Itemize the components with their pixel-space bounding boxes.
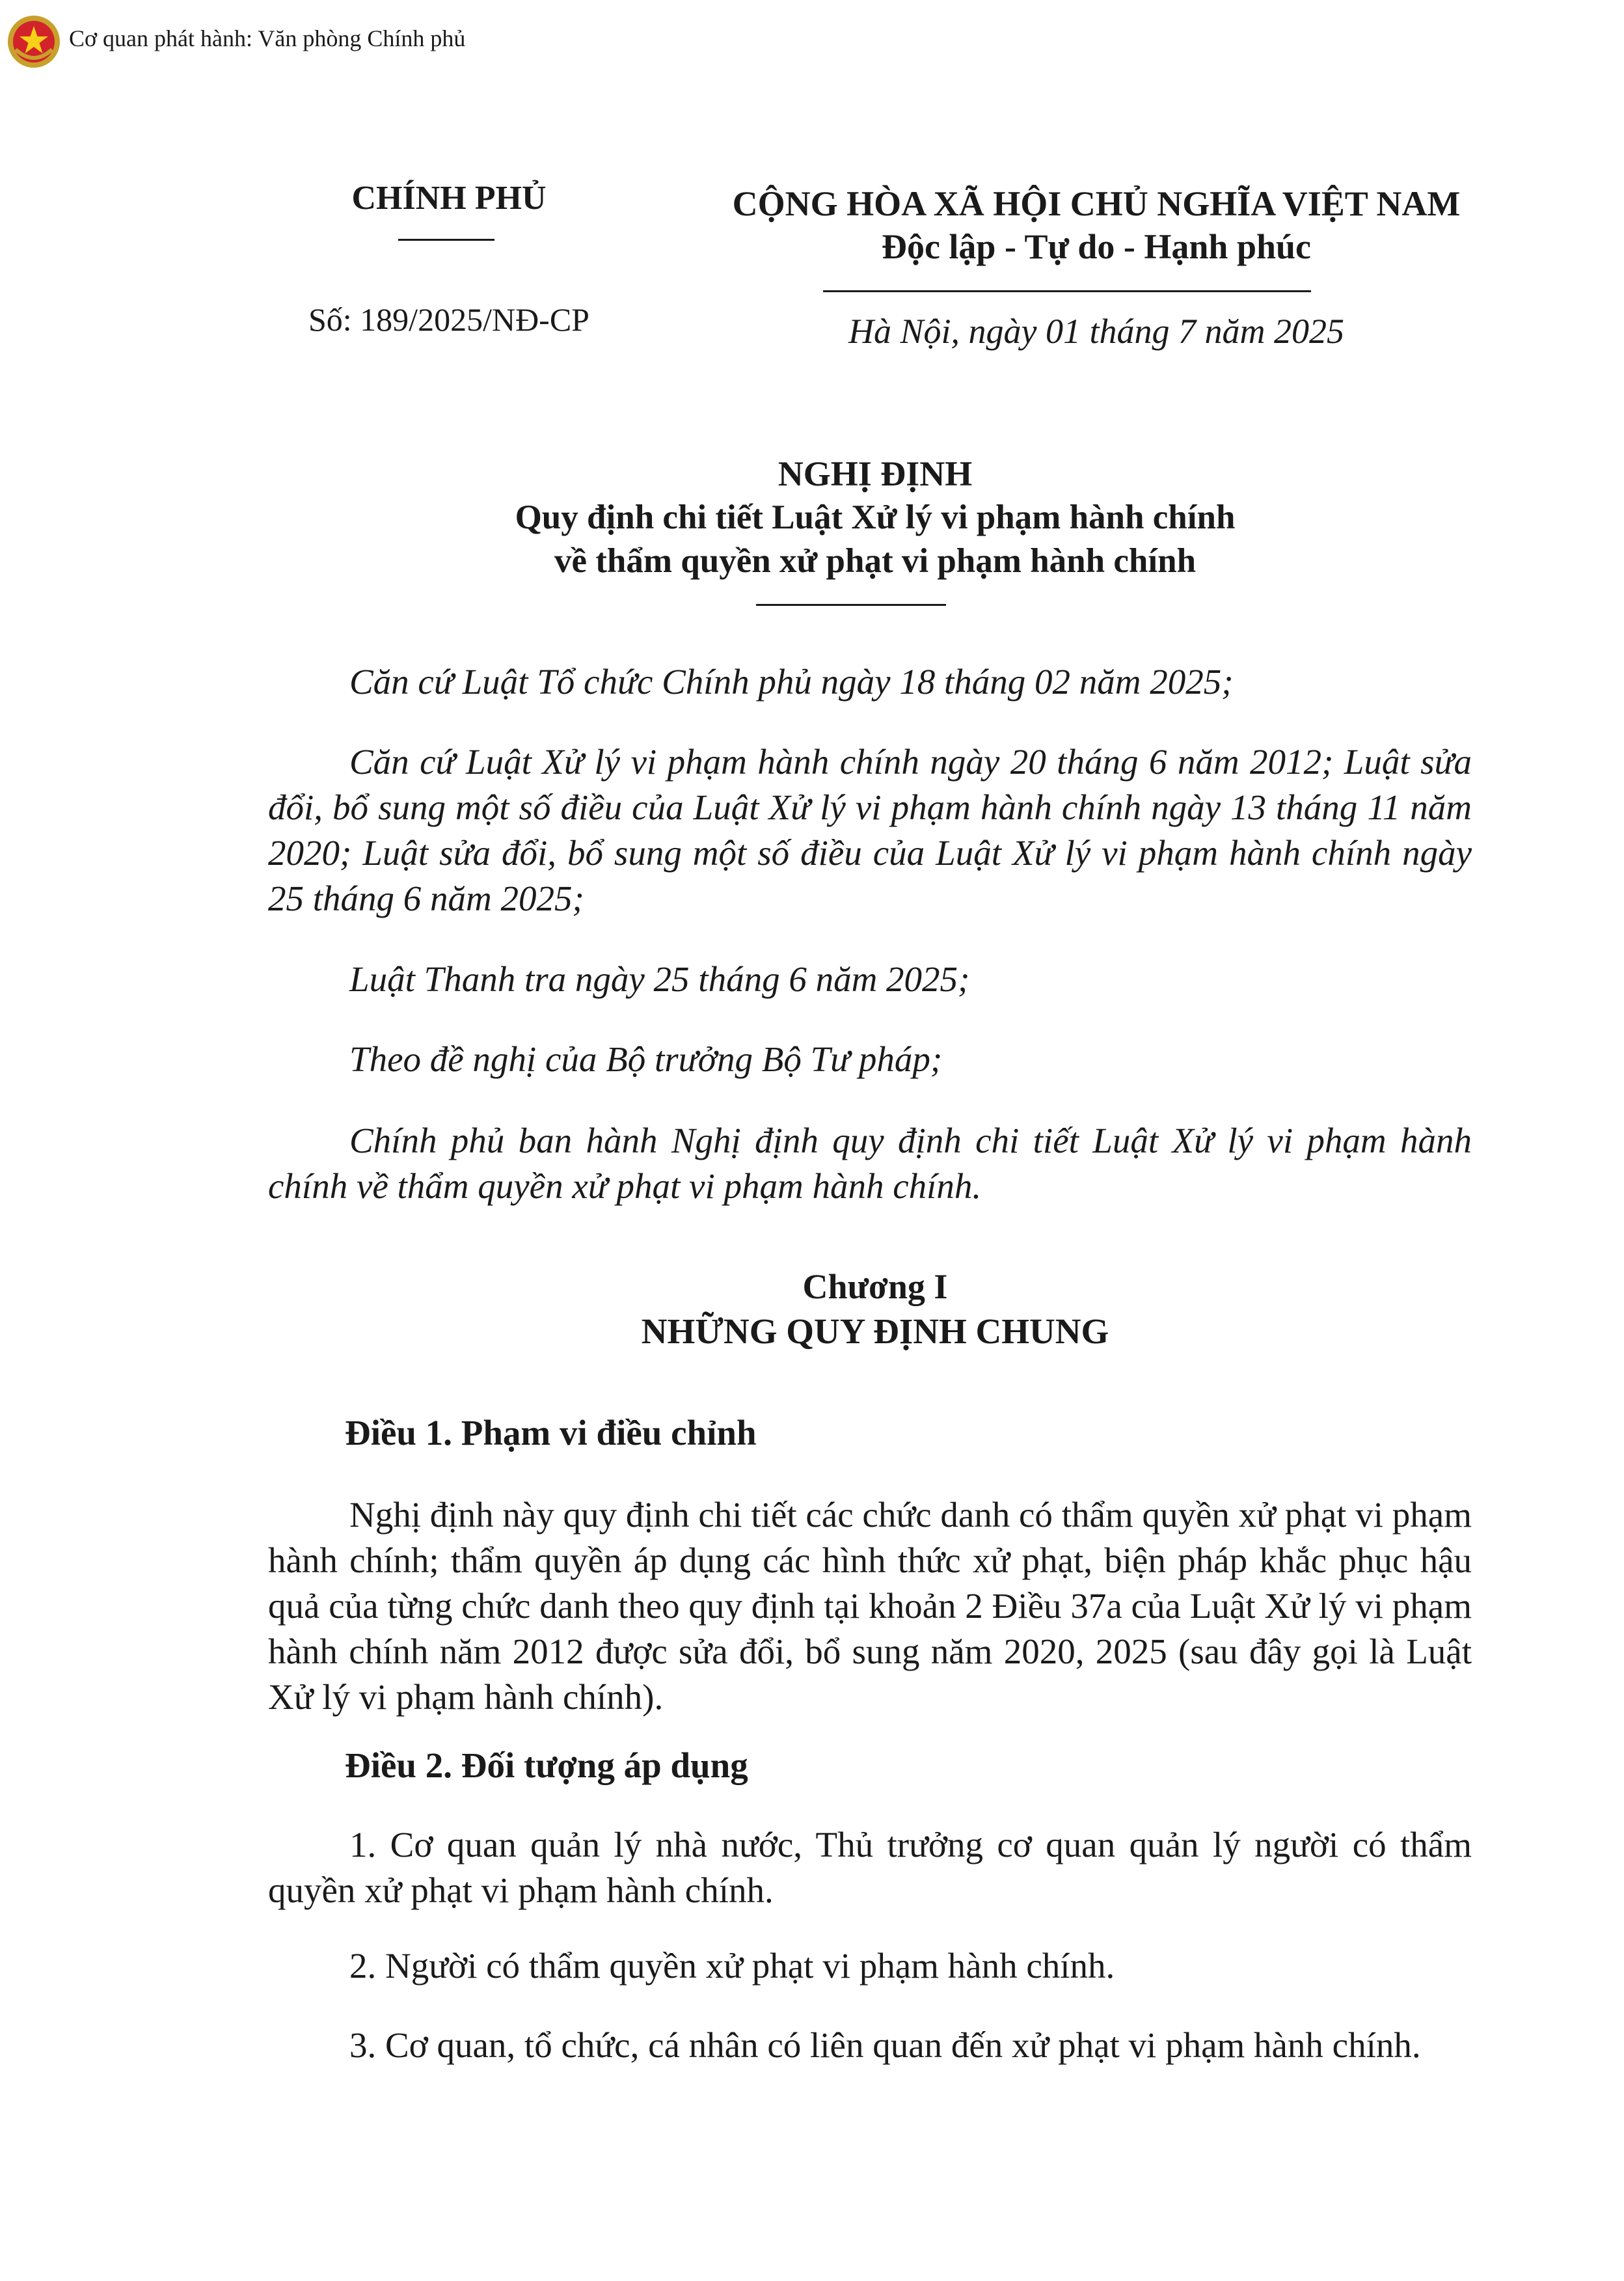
national-motto: Độc lập - Tự do - Hạnh phúc [881,227,1312,266]
issuer-text: Cơ quan phát hành: Văn phòng Chính phủ [69,25,466,51]
place-and-date: Hà Nội, ngày 01 tháng 7 năm 2025 [848,312,1344,351]
chapter-title: NHỮNG QUY ĐỊNH CHUNG [641,1311,1109,1351]
vietnam-national-emblem-icon [7,14,61,69]
preamble-paragraph: Luật Thanh tra ngày 25 tháng 6 năm 2025; [349,959,970,999]
preamble-paragraph: Theo đề nghị của Bộ trưởng Bộ Tư pháp; [349,1039,943,1079]
document-number: Số: 189/2025/NĐ-CP [308,301,589,338]
article-heading: Điều 1. Phạm vi điều chỉnh [345,1413,757,1453]
article-heading: Điều 2. Đối tượng áp dụng [345,1745,748,1785]
document-subtitle-line1: Quy định chi tiết Luật Xử lý vi phạm hành chính [515,499,1236,536]
article-paragraph: Nghị định này quy định chi tiết các chức danh có thẩm quyền xử phạt vi phạm hành chính; thẩm quyền áp dụng các hình thức xử phạt, biện pháp khắc phục hậu quả của từng chức danh theo quy định tại khoản 2 Điều 37a của Luật Xử lý vi phạm hành chính năm 2012 được sửa đổi, bổ sung năm 2020, 2025 (sau đây gọi là Luật Xử lý vi phạm hành chính). [268,1495,1472,1717]
chapter-number: Chương I [802,1267,948,1306]
preamble-paragraph: Căn cứ Luật Xử lý vi phạm hành chính ngày 20 tháng 6 năm 2012; Luật sửa đổi, bổ sung một số điều của Luật Xử lý vi phạm hành chính ngày 13 tháng 11 năm 2020; Luật sửa đổi, bổ sung một số điều của Luật Xử lý vi phạm hành chính ngày 25 tháng 6 năm 2025; [268,742,1472,918]
organization-underline [398,239,494,241]
title-underline [756,604,946,606]
issuing-organization: CHÍNH PHỦ [351,180,547,217]
nation-name: CỘNG HÒA XÃ HỘI CHỦ NGHĨA VIỆT NAM [732,184,1461,223]
document-type: NGHỊ ĐỊNH [778,454,973,493]
article-paragraph: 2. Người có thẩm quyền xử phạt vi phạm hành chính. [349,1946,1115,1986]
preamble-paragraph: Căn cứ Luật Tổ chức Chính phủ ngày 18 tháng 02 năm 2025; [349,662,1234,702]
article-paragraph: 3. Cơ quan, tổ chức, cá nhân có liên quan đến xử phạt vi phạm hành chính. [349,2025,1421,2065]
motto-underline [823,290,1311,292]
article-paragraph: 1. Cơ quan quản lý nhà nước, Thủ trưởng cơ quan quản lý người có thẩm quyền xử phạt vi phạm hành chính. [268,1825,1472,1910]
preamble-paragraph: Chính phủ ban hành Nghị định quy định chi tiết Luật Xử lý vi phạm hành chính về thẩm quyền xử phạt vi phạm hành chính. [268,1121,1472,1206]
document-subtitle-line2: về thẩm quyền xử phạt vi phạm hành chính [554,542,1197,580]
